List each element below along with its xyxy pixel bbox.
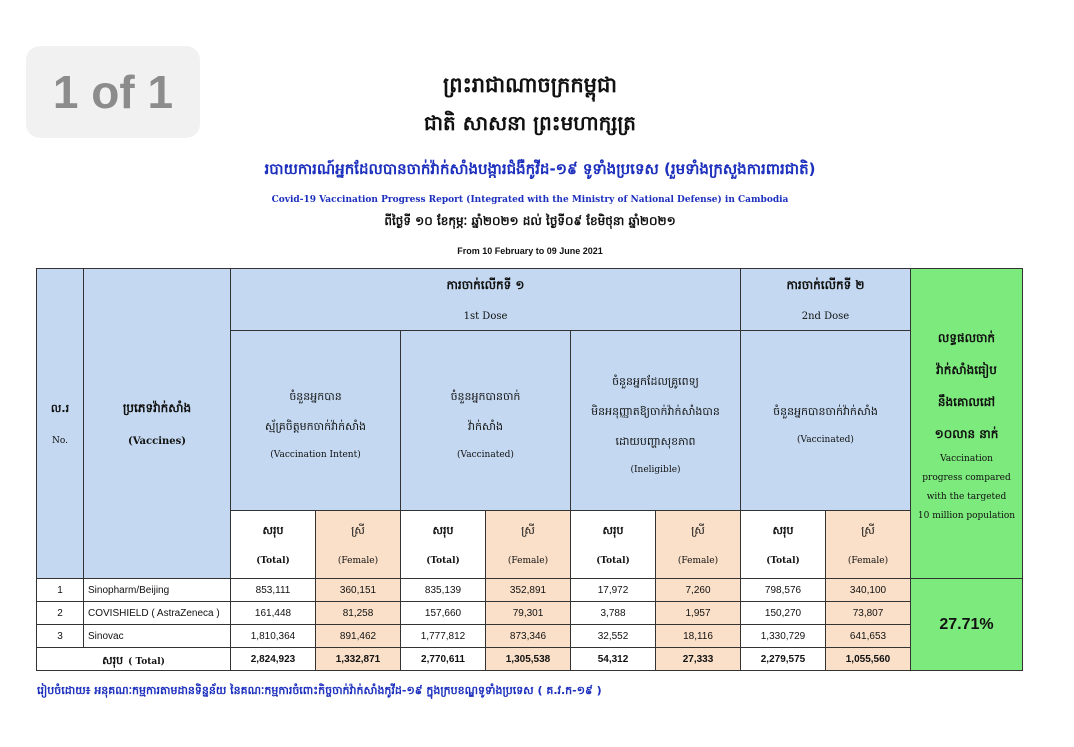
ineligible-label-kh-2: មិនអនុញ្ញាតឱ្យចាក់វ៉ាក់សាំងបាន	[591, 404, 720, 418]
intent-female-sum: 1,332,871	[316, 648, 401, 671]
total-label-en: (Total)	[766, 555, 800, 566]
ineligible-label-kh-3: ដោយបញ្ហាសុខភាព	[615, 434, 696, 448]
dose1-label-kh: ការចាក់លើកទី ១	[446, 278, 525, 292]
vaccinated-female-cell: 79,301	[486, 602, 571, 625]
ineligible-header	[571, 331, 741, 511]
progress-header	[911, 269, 1023, 579]
female-label-en: (Female)	[507, 555, 549, 566]
total-row	[37, 648, 1023, 671]
intent-female-cell: 891,462	[316, 625, 401, 648]
female-label-en: (Female)	[677, 555, 719, 566]
motto-heading: ជាតិ សាសនា ព្រះមហាក្សត្រ	[424, 111, 636, 135]
intent-label-kh-2: ស្ម័គ្រចិត្តមកចាក់វ៉ាក់សាំង	[264, 419, 367, 433]
vaccinated-total-header	[401, 511, 486, 579]
ineligible-total-cell: 17,972	[571, 579, 656, 602]
ineligible-female-cell: 18,116	[656, 625, 741, 648]
dose2-total-cell: 150,270	[741, 602, 826, 625]
vaccines-column-header	[84, 269, 231, 579]
intent-total-cell: 1,810,364	[231, 625, 316, 648]
progress-label-en-4: 10 million population	[917, 510, 1016, 521]
ineligible-female-cell: 1,957	[656, 602, 741, 625]
total-label-kh: សរុប	[262, 523, 284, 537]
progress-label-kh-3: នឹងគោលដៅ	[937, 394, 996, 409]
dose2-female-cell: 340,100	[826, 579, 911, 602]
dose1-header	[231, 269, 741, 331]
total-label-en: (Total)	[426, 555, 460, 566]
page-counter-badge: 1 of 1	[26, 46, 200, 138]
dose2-female-header	[826, 511, 911, 579]
intent-total-cell: 853,111	[231, 579, 316, 602]
vaccinated-label-kh-2: វ៉ាក់សាំង	[468, 419, 503, 433]
kingdom-heading: ព្រះរាជាណាចក្រកម្ពុជា	[442, 72, 617, 97]
intent-label-kh-1: ចំនួនអ្នកបាន	[289, 389, 342, 403]
intent-female-cell: 360,151	[316, 579, 401, 602]
total-label-kh: សរុប	[432, 523, 454, 537]
female-label-en: (Female)	[337, 555, 379, 566]
intent-label-en: (Vaccination Intent)	[270, 449, 361, 460]
intent-header	[231, 331, 401, 511]
progress-label-kh-1: លទ្ធផលចាក់	[937, 330, 996, 345]
dose2-vaccinated-label-kh: ចំនួនអ្នកបានចាក់វ៉ាក់សាំង	[773, 404, 878, 418]
vaccinated-female-cell: 352,891	[486, 579, 571, 602]
progress-label-en-1: Vaccination	[940, 453, 993, 464]
dose2-total-cell: 798,576	[741, 579, 826, 602]
progress-label-kh-4: ១០លាន នាក់	[934, 426, 999, 441]
vaccinated-label-en: (Vaccinated)	[457, 449, 514, 460]
ineligible-total-cell: 32,552	[571, 625, 656, 648]
dose2-female-sum: 1,055,560	[826, 648, 911, 671]
no-label-en: No.	[52, 435, 68, 446]
intent-female-cell: 81,258	[316, 602, 401, 625]
total-label-kh: សរុប	[602, 523, 624, 537]
female-label-en: (Female)	[847, 555, 889, 566]
total-label-en: (Total)	[256, 555, 290, 566]
progress-percentage: 27.71%	[911, 579, 1023, 671]
intent-total-sum: 2,824,923	[231, 648, 316, 671]
female-label-kh: ស្រី	[351, 523, 365, 537]
progress-label-kh-2: វ៉ាក់សាំងធៀប	[936, 362, 997, 377]
ineligible-total-cell: 3,788	[571, 602, 656, 625]
intent-female-header	[316, 511, 401, 579]
ineligible-female-header	[656, 511, 741, 579]
progress-label-en-3: with the targeted	[926, 491, 1007, 502]
female-label-kh: ស្រី	[521, 523, 535, 537]
dose2-header	[741, 269, 911, 331]
dose2-label-kh: ការចាក់លើកទី ២	[786, 278, 865, 292]
vaccinated-female-cell: 873,346	[486, 625, 571, 648]
vaccinated-female-sum: 1,305,538	[486, 648, 571, 671]
intent-total-header	[231, 511, 316, 579]
dose2-vaccinated-header	[741, 331, 911, 511]
dose2-female-cell: 73,807	[826, 602, 911, 625]
dose2-vaccinated-label-en: (Vaccinated)	[797, 434, 854, 445]
report-title-khmer: របាយការណ៍អ្នកដែលបានចាក់វ៉ាក់សាំងបង្ការជំងឺកូវីដ-១៩ ទូទាំងប្រទេស (រួមទាំងក្រសួងការពារជាតិ)	[264, 160, 816, 178]
total-row-label	[37, 648, 231, 671]
prepared-by-footer: រៀបចំដោយ៖ អនុគណៈកម្មការតាមដានទិន្នន័យ នៃគណៈកម្មការចំពោះកិច្ចចាក់វ៉ាក់សាំងកូវីដ-១៩ ក្នុងក្របខណ្ឌទូទាំងប្រទេស ( គ.វ.ក-១៩ )	[37, 684, 602, 697]
vaccines-label-kh: ប្រភេទវ៉ាក់សាំង	[122, 401, 192, 415]
dose2-total-cell: 1,330,729	[741, 625, 826, 648]
vaccinated-female-header	[486, 511, 571, 579]
row-number: 3	[37, 625, 84, 648]
vaccines-label-en: (Vaccines)	[127, 436, 187, 447]
table-row	[37, 602, 1023, 625]
table-row	[37, 625, 1023, 648]
dose2-label-en: 2nd Dose	[801, 311, 850, 322]
row-number: 1	[37, 579, 84, 602]
dose1-label-en: 1st Dose	[463, 311, 508, 322]
intent-total-cell: 161,448	[231, 602, 316, 625]
progress-label-en-2: progress compared	[922, 472, 1011, 483]
vaccination-table	[36, 268, 1023, 671]
row-number: 2	[37, 602, 84, 625]
dose2-total-header	[741, 511, 826, 579]
no-column-header	[37, 269, 84, 579]
total-row-label-kh: សរុប	[102, 653, 124, 667]
vaccine-name: COVISHIELD ( AstraZeneca )	[84, 602, 231, 625]
ineligible-total-header	[571, 511, 656, 579]
ineligible-label-en: (Ineligible)	[630, 464, 681, 475]
vaccinated-header	[401, 331, 571, 511]
ineligible-total-sum: 54,312	[571, 648, 656, 671]
vaccine-name: Sinovac	[84, 625, 231, 648]
table-row	[37, 579, 1023, 602]
vaccinated-total-cell: 1,777,812	[401, 625, 486, 648]
vaccine-name: Sinopharm/Beijing	[84, 579, 231, 602]
date-range-english: From 10 February to 09 June 2021	[457, 246, 603, 256]
ineligible-female-sum: 27,333	[656, 648, 741, 671]
dose2-total-sum: 2,279,575	[741, 648, 826, 671]
vaccinated-total-cell: 835,139	[401, 579, 486, 602]
date-range-khmer: ពីថ្ងៃទី ១០ ខែកុម្ភៈ ឆ្នាំ២០២១ ដល់ ថ្ងៃទី០៩ ខែមិថុនា ឆ្នាំ២០២១	[384, 214, 676, 228]
vaccinated-total-cell: 157,660	[401, 602, 486, 625]
total-label-en: (Total)	[596, 555, 630, 566]
ineligible-label-kh-1: ចំនួនអ្នកដែលគ្រូពេទ្យ	[612, 374, 699, 388]
ineligible-female-cell: 7,260	[656, 579, 741, 602]
total-label-kh: សរុប	[772, 523, 794, 537]
female-label-kh: ស្រី	[691, 523, 705, 537]
no-label-kh: ល.រ	[50, 401, 70, 415]
report-title-english: Covid-19 Vaccination Progress Report (Integrated with the Ministry of National Defense) in Cambodia	[271, 195, 789, 205]
dose2-female-cell: 641,653	[826, 625, 911, 648]
female-label-kh: ស្រី	[861, 523, 875, 537]
total-row-label-en: ( Total)	[128, 656, 165, 667]
vaccinated-total-sum: 2,770,611	[401, 648, 486, 671]
vaccinated-label-kh-1: ចំនួនអ្នកបានចាក់	[450, 389, 521, 403]
